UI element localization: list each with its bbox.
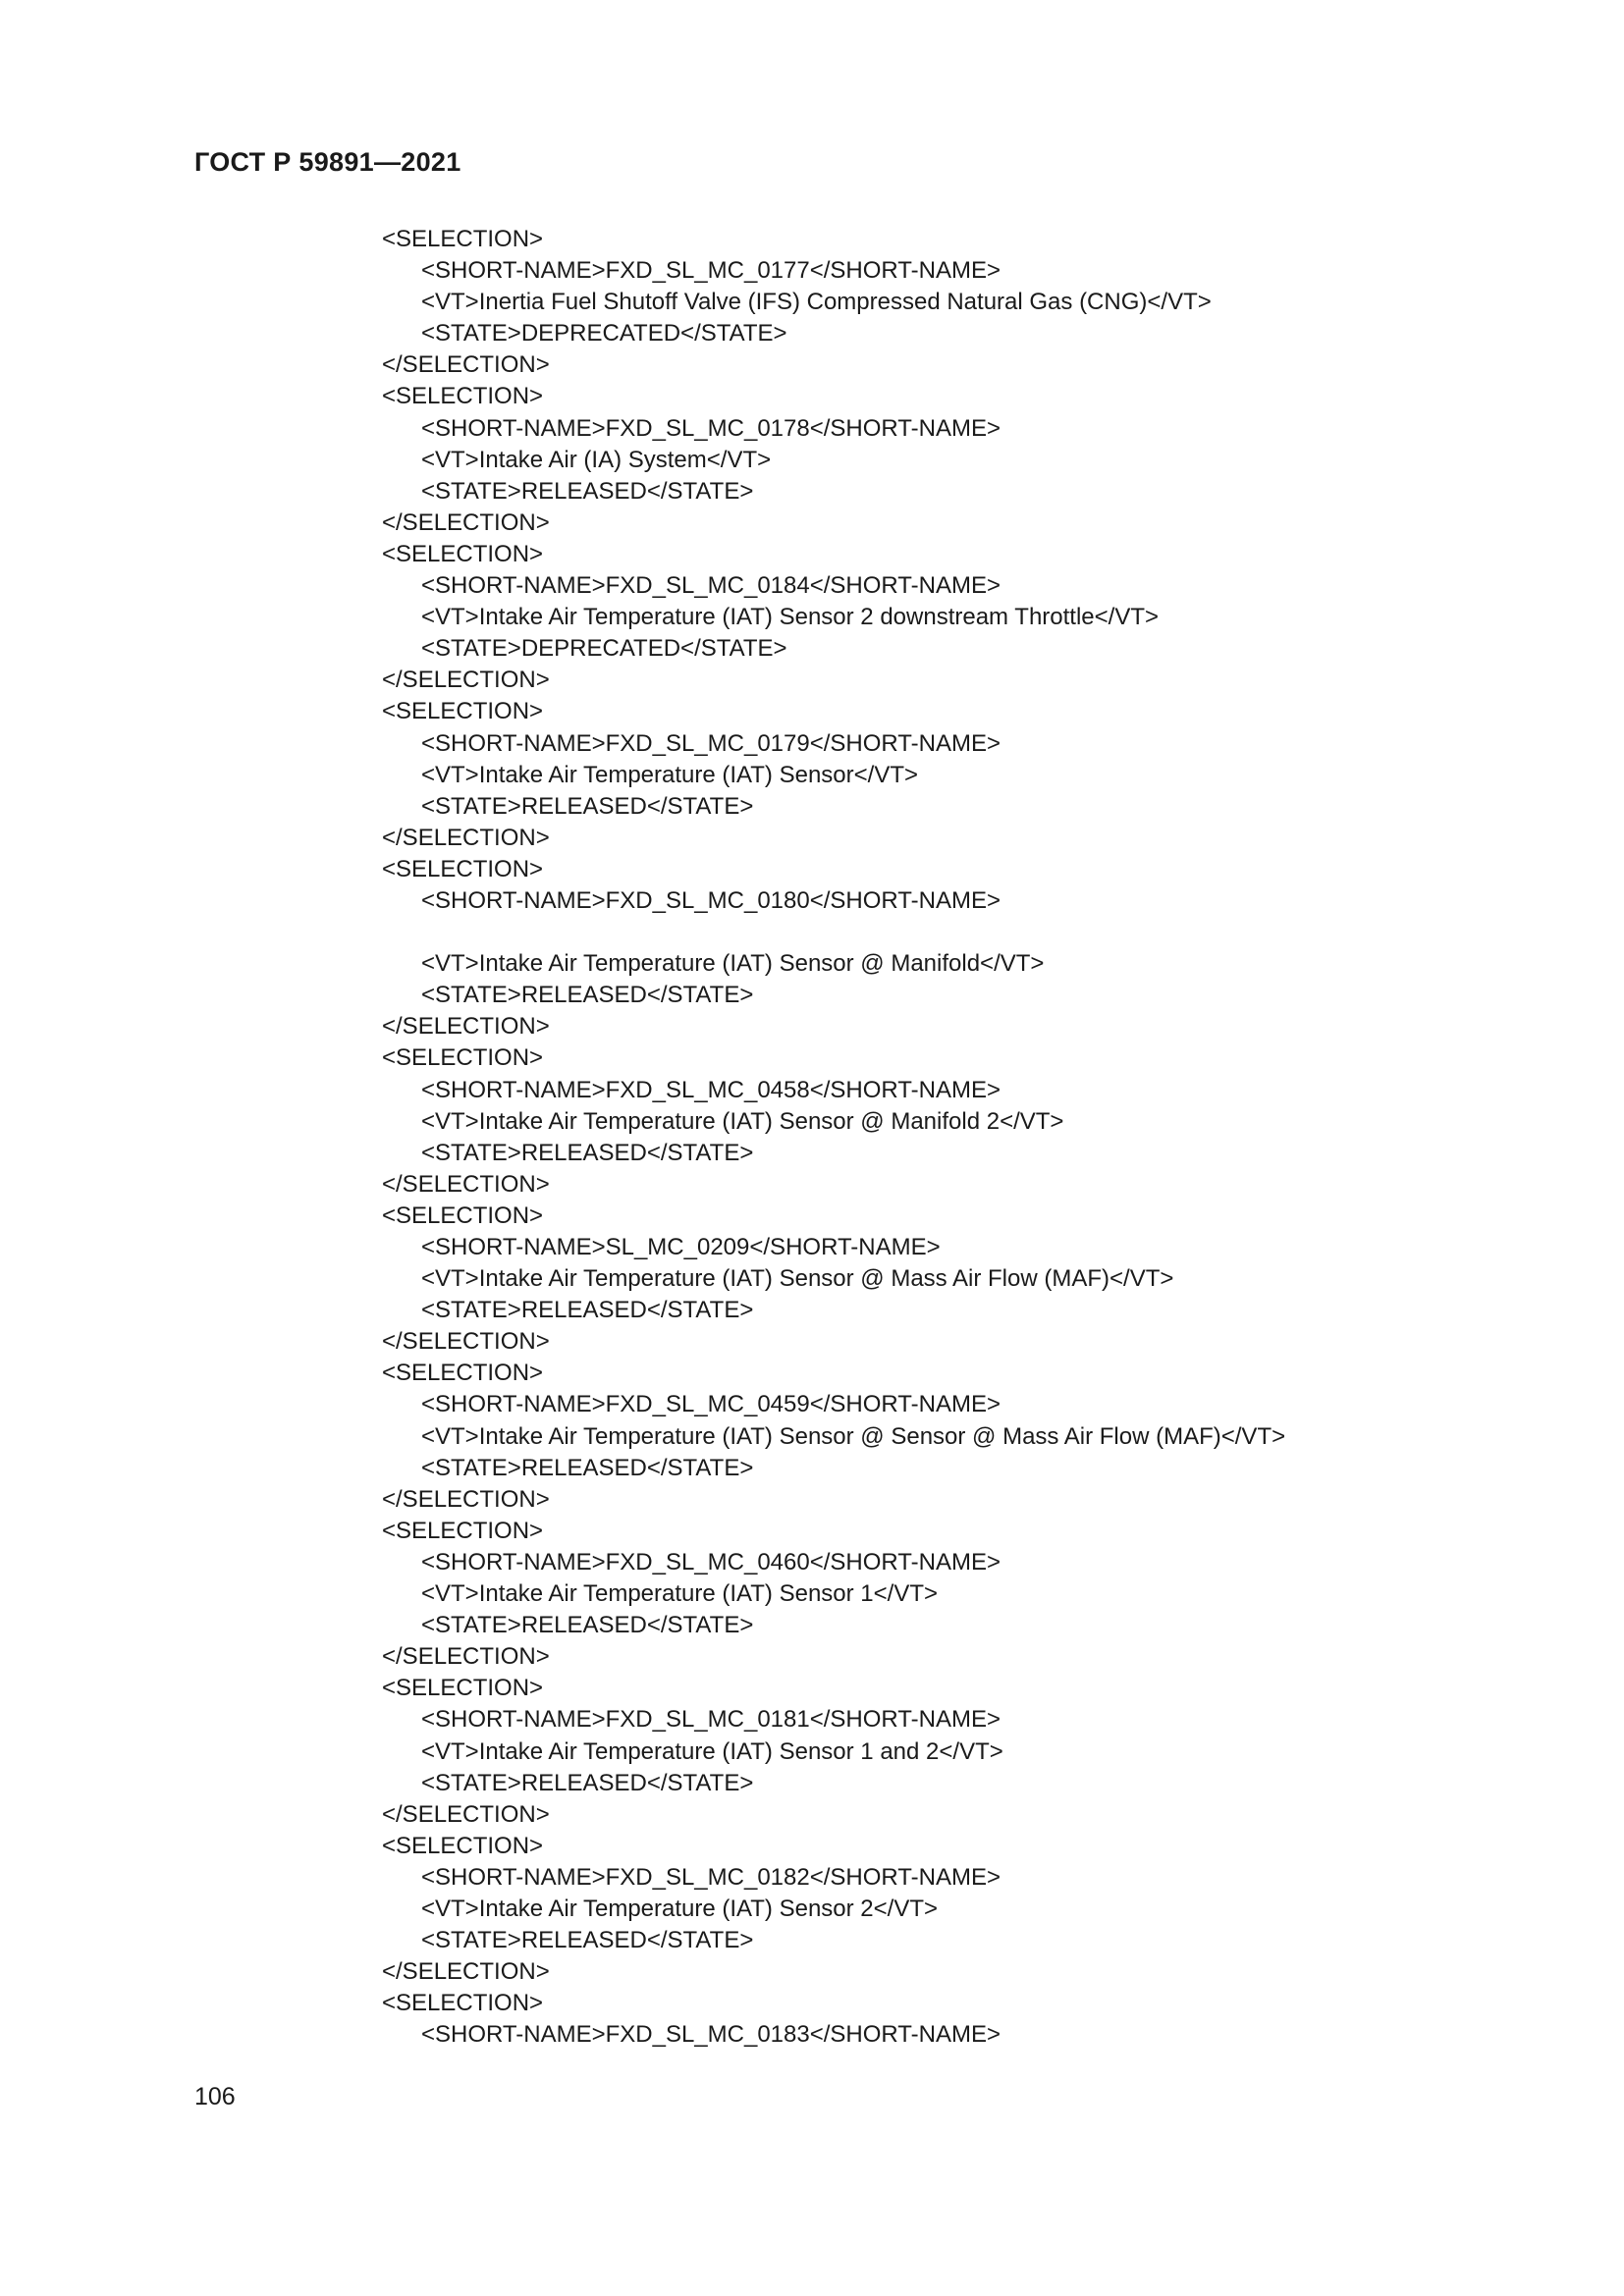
code-line: <VT>Intake Air Temperature (IAT) Sensor @ Manifold</VT> [421,950,1045,978]
code-line: </SELECTION> [382,508,550,536]
code-line: </SELECTION> [382,1485,550,1513]
code-line: <SELECTION> [382,1675,544,1702]
code-line: </SELECTION> [382,824,550,851]
code-line: <SHORT-NAME>FXD_SL_MC_0178</SHORT-NAME> [421,414,1001,442]
code-line: <VT>Intake Air Temperature (IAT) Sensor 1</VT> [421,1580,939,1608]
code-line: <VT>Intake Air (IA) System</VT> [421,446,772,473]
code-line: <STATE>RELEASED</STATE> [421,1769,754,1796]
code-line: <STATE>RELEASED</STATE> [421,1454,754,1481]
code-line: </SELECTION> [382,667,550,694]
code-line: </SELECTION> [382,1013,550,1041]
code-line: <SHORT-NAME>FXD_SL_MC_0177</SHORT-NAME> [421,257,1001,285]
code-line: <SHORT-NAME>FXD_SL_MC_0182</SHORT-NAME> [421,1863,1001,1891]
code-line: <SHORT-NAME>FXD_SL_MC_0460</SHORT-NAME> [421,1548,1001,1575]
code-line: <VT>Intake Air Temperature (IAT) Sensor 1 and 2</VT> [421,1737,1003,1765]
code-line: <STATE>RELEASED</STATE> [421,477,754,505]
code-line: </SELECTION> [382,1643,550,1671]
code-line: <STATE>RELEASED</STATE> [421,1139,754,1166]
code-line: <VT>Intake Air Temperature (IAT) Sensor @ Manifold 2</VT> [421,1107,1064,1135]
code-line: <STATE>RELEASED</STATE> [421,1612,754,1639]
code-line: <STATE>RELEASED</STATE> [421,1927,754,1954]
code-line: <SELECTION> [382,698,544,725]
code-line: </SELECTION> [382,1328,550,1356]
code-line: <SELECTION> [382,383,544,410]
code-line: <SELECTION> [382,226,544,252]
code-line: <STATE>DEPRECATED</STATE> [421,320,787,347]
code-line: <SHORT-NAME>FXD_SL_MC_0179</SHORT-NAME> [421,729,1001,757]
code-line: <SHORT-NAME>FXD_SL_MC_0183</SHORT-NAME> [421,2021,1001,2049]
code-line: </SELECTION> [382,351,550,379]
code-line: <VT>Intake Air Temperature (IAT) Sensor</VT> [421,761,919,788]
code-line: <VT>Intake Air Temperature (IAT) Sensor @ Sensor @ Mass Air Flow (MAF)</VT> [421,1422,1286,1450]
code-line: </SELECTION> [382,1170,550,1198]
code-line: <SELECTION> [382,1360,544,1387]
code-line: <STATE>RELEASED</STATE> [421,792,754,820]
code-line: <STATE>RELEASED</STATE> [421,1297,754,1324]
code-line: <SHORT-NAME>FXD_SL_MC_0181</SHORT-NAME> [421,1706,1001,1734]
code-line: <SELECTION> [382,1201,544,1229]
code-line: <STATE>DEPRECATED</STATE> [421,635,787,663]
code-line: <SHORT-NAME>SL_MC_0209</SHORT-NAME> [421,1234,941,1260]
code-line: <SELECTION> [382,1517,544,1544]
code-line: <SELECTION> [382,1044,544,1072]
document-code-header: ГОСТ Р 59891—2021 [194,147,461,177]
code-line: <SELECTION> [382,1832,544,1859]
code-line: <STATE>RELEASED</STATE> [421,982,754,1009]
xml-code-listing [382,224,1462,2051]
code-line: </SELECTION> [382,1958,550,1986]
code-line: <SHORT-NAME>FXD_SL_MC_0459</SHORT-NAME> [421,1391,1001,1418]
code-line: <SHORT-NAME>FXD_SL_MC_0458</SHORT-NAME> [421,1076,1001,1103]
code-line: <SHORT-NAME>FXD_SL_MC_0180</SHORT-NAME> [421,886,1001,914]
code-line: <VT>Intake Air Temperature (IAT) Sensor 2 downstream Throttle</VT> [421,604,1160,631]
code-line: <SELECTION> [382,855,544,882]
code-line: <SELECTION> [382,1990,544,2017]
code-line: <SELECTION> [382,540,544,567]
code-line: </SELECTION> [382,1800,550,1828]
code-line [382,917,1462,948]
code-line: <SHORT-NAME>FXD_SL_MC_0184</SHORT-NAME> [421,572,1001,600]
code-line: <VT>Inertia Fuel Shutoff Valve (IFS) Compressed Natural Gas (CNG)</VT> [421,289,1212,316]
code-line: <VT>Intake Air Temperature (IAT) Sensor 2</VT> [421,1895,939,1922]
code-line: <VT>Intake Air Temperature (IAT) Sensor @ Mass Air Flow (MAF)</VT> [421,1265,1174,1293]
page-number: 106 [194,2083,236,2110]
